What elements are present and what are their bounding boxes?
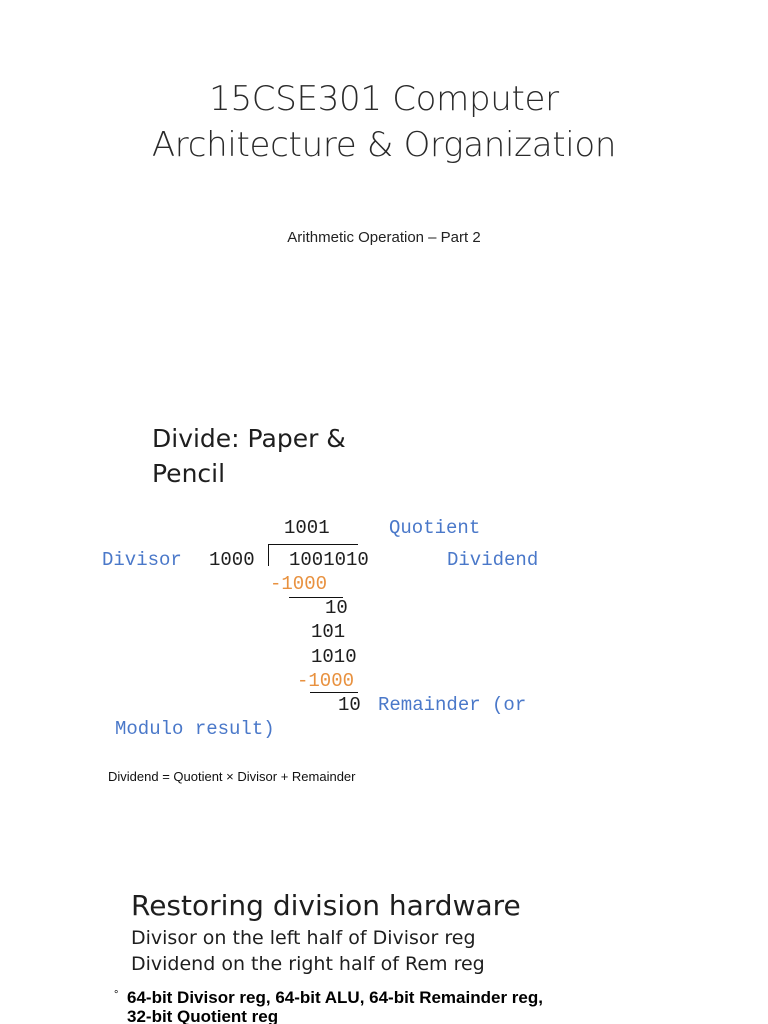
remainder-label-cont: Modulo result) [115, 718, 275, 740]
divisor-value: 1000 [209, 549, 255, 571]
register-bullet-line-1: 64-bit Divisor reg, 64-bit ALU, 64-bit Remainder reg, [127, 988, 543, 1007]
step1-subtract: -1000 [270, 573, 328, 595]
dividend-label: Dividend [447, 549, 539, 571]
slide-title-line-1: 15CSE301 Computer [209, 79, 559, 119]
division-bracket [268, 544, 269, 566]
quotient-label: Quotient [389, 517, 481, 539]
dividend-value: 1001010 [289, 549, 369, 571]
step2-value: 101 [311, 621, 346, 643]
dividend-description: Dividend on the right half of Rem reg [131, 953, 485, 975]
divisor-description: Divisor on the left half of Divisor reg [131, 927, 476, 949]
step3-value: 1010 [311, 646, 357, 668]
division-bar [268, 544, 358, 545]
slide-subtitle: Arithmetic Operation – Part 2 [287, 229, 481, 246]
divide-heading-line-2: Pencil [152, 459, 226, 488]
step3-rule [310, 692, 358, 693]
register-bullet-line-2: 32-bit Quotient reg [127, 1007, 279, 1024]
step3-subtract: -1000 [297, 670, 355, 692]
slide-title-line-2: Architecture & Organization [151, 125, 617, 165]
divisor-label: Divisor [102, 549, 182, 571]
step1-result: 10 [325, 597, 348, 619]
remainder-label: Remainder (or [378, 694, 527, 716]
divide-heading-line-1: Divide: Paper & [152, 424, 346, 453]
bullet-marker: ° [114, 989, 119, 1001]
quotient-value: 1001 [284, 517, 330, 539]
division-formula: Dividend = Quotient × Divisor + Remainder [108, 769, 356, 784]
remainder-value: 10 [338, 694, 361, 716]
restoring-division-heading: Restoring division hardware [131, 889, 521, 922]
